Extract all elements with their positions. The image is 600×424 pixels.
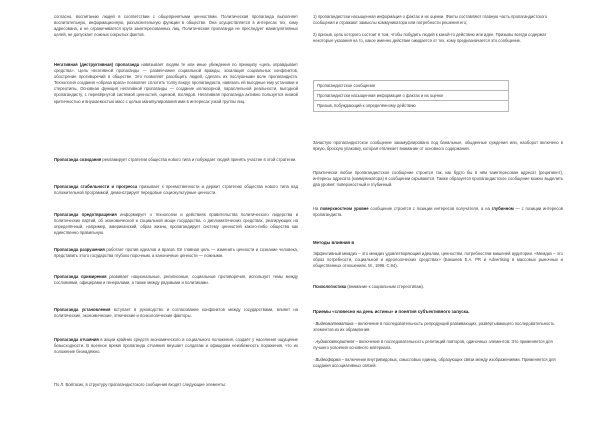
stability-propaganda-paragraph [54, 184, 298, 204]
table-row [314, 91, 509, 101]
reconciliation-propaganda-term: Пропаганда примирения [54, 274, 107, 279]
settlement-propaganda-text: вступает в руководство и согласование конфликтов между государствами, влияет на политические, экономические, этнические и психологические факторы. [54, 307, 298, 319]
camouflage-paragraph: Зачастую пропагандистское сообщение закамуфлировано под банальные, обыденные суждения или, наоборот включено в яркую, броскую упаковку, которая отвлекает внимание от основного содержания. [313, 140, 563, 152]
subliminal-heading: Приемы «словесно на день истины» и понятия субъективного запуска. [313, 309, 470, 314]
methods-heading: Методы влияния в [313, 240, 355, 245]
prevention-propaganda-paragraph [54, 212, 298, 238]
technique-entry [313, 357, 563, 370]
effective-meme-paragraph: Эффективный мемдиз – это мемдиз удовлетворяющий идеалам, ценностям, потребностям мишеней аудитории. «Мемдиз – это образ потребности, социальной и идеологических средствах» (Бакшеев Е.А. PR и Advertising в массовых рыночных и общественных отношениях. М., 1996. С.94). [313, 251, 563, 269]
prevention-propaganda-term: Пропаганда предотвращения [54, 212, 117, 217]
negative-propaganda-paragraph [54, 62, 298, 141]
table-cell: Пропагандистски насыщенная информация о фактах и их оценке [314, 91, 509, 101]
levels-tail: — с позиции интересов пропагандиста. [313, 206, 563, 218]
table-row [314, 81, 509, 91]
negative-propaganda-term: Негативная (деструктивная) пропаганда [54, 62, 140, 67]
creation-propaganda-term: Пропаганда созидания [54, 157, 102, 162]
despair-propaganda-paragraph [54, 337, 298, 363]
prevention-propaganda-text: информирует о технологии и действиях правительства политического лидерства и политических партий, об экономической и социальной мощи государства, о дипломатических средствах, реагирующих на определённый, например, американский, образ жизни, пропагандирует систему ценностей какого-либо общества как единственно правильную. [54, 212, 298, 236]
psychologistics-text: (внимание к социальным стереотипам). [346, 284, 424, 289]
table-row [314, 101, 509, 111]
technique-term: - Видеоформа [313, 357, 341, 362]
psychologistics-term: Психологистика [313, 284, 347, 289]
closing-paragraph: По Л. Войтасик, в структуру пропагандистского сообщения входят следующие элементы: [54, 382, 227, 387]
creation-propaganda-text: рекламирует стратегии общества нового типа и побуждает людей принять участие в этой стратегии. [101, 157, 297, 162]
technique-entry [313, 339, 563, 352]
list-item-facts: 1) пропагандистски насыщенная информация о фактах и их оценки. Факты составляют главную часть пропагандистского сообщения и отражают замыслы коммуникатора или потребности решения его; [313, 14, 548, 26]
reconciliation-propaganda-paragraph [54, 274, 298, 293]
levels-paragraph [313, 206, 563, 219]
reconciliation-propaganda-text: развивает национальные, религиозные, социальные противоречия, использует темы между сословиями, офицерами и генералами, а также между рядовыми и политиками. [54, 274, 298, 286]
settlement-propaganda-paragraph [54, 307, 298, 326]
stability-propaganda-text: призывает к преемственности и держит стратегию общества нового типа над положительной программой, демонстрирует передовые социокультурные ценности. [54, 184, 298, 196]
list-item-appeal: 2) призыв, цель которого состоит в том, чтобы побудить людей к какой-то действию или идее. Призывы всегда содержат некоторые указания на то, какое именно действие ожидается от тех, кому предназначается это сообщение. [313, 32, 547, 44]
practice-paragraph: Практически любое пропагандистское сообщение строится так, как будто бы в нём заинтересован адресат (реципиент), интересы адресата (коммуникатора) в сообщении скрываются. Также образуется пропагандистское сообщение можно выделить два уровня: поверхностный и глубинный. [313, 170, 563, 188]
technique-text: – включение внутривидовых, смысловых единиц, образующих связи между изображениями. Применяется для создания ассоциативных связей. [313, 357, 556, 369]
technique-term: - Аудиоповторителя [313, 339, 355, 344]
levels-lead: На [313, 206, 321, 211]
despair-propaganda-term: Пропаганда отчаяния [54, 337, 99, 342]
settlement-propaganda-term: Пропаганда установления [54, 307, 111, 312]
levels-mid: сообщение строится с позиции интересов получателя, а на [368, 206, 492, 211]
negative-propaganda-text: навязывает людям те или иные убеждения по принципу «цель оправдывает средства». Цель негативной пропаганды — развенчание социальной вражды, эскалация социальных конфликтов, обострение противоречий в обществе. Это позволяет разобщить людей, сделать их послушными воле пропагандиста. Технология создания «образа врага» позволяет сплотить толпу вокруг пропагандиста, навязать ей выгодные ему установки и стереотипы. Основная функция негативной пропаганды — создание иллюзорной, параллельной реальности, выгодной пропагандисту, с перевёрнутой системой ценностей, оценкой, взглядов. Негативная пропаганда активно пользуется низкой критичностью и внушаемостью масс с целью манипулирования ими в интересах узкой группы лиц. [54, 62, 298, 104]
technique-term: - Видеоматематика [313, 321, 354, 326]
technique-entry [313, 321, 563, 334]
destruction-propaganda-paragraph [54, 247, 298, 266]
destruction-propaganda-term: Пропаганда разрушения [54, 247, 105, 252]
technique-text: – включение в последовательность репетиций повторов, одиночных элементов. Это применяется для лучшего усвоения основного материала. [313, 339, 553, 351]
despair-propaganda-text: в акции крайних средств экономического и социального положения, создаёт у населения ощущение безысходности. В военное время пропаганда отчаяния внушает солдатам и офицерам неизбежность поражения, что их положение безнадёжно. [54, 337, 298, 355]
creation-propaganda-paragraph [54, 157, 298, 170]
technique-text: – включение в последовательность репродукций развивающих, развёртывающего последовательность элементов из их обрамления. [313, 321, 555, 333]
surface-level-term: поверхностном уровне [320, 206, 369, 211]
message-structure-table [313, 80, 509, 112]
table-cell: Пропагандистское сообщение [314, 81, 509, 91]
intro-paragraph: согласно, воспитанию людей в соответствии с общепринятыми ценностями. Политическая пропаганда выполняет воспитательную, информационную, разъяснительную функции в обществе. Она осуществляется в интересах тех, кому адресована, и не ограничивается круга заинтересованных лиц. Политическая пропаганда не преследует манипулятивных целей, не допускает ложных сокрытых фактов. [54, 14, 298, 38]
psychologistics-paragraph [313, 284, 563, 291]
stability-propaganda-term: Пропаганда стабильности и прогресса [54, 184, 138, 189]
deep-level-term: глубинном [491, 206, 514, 211]
table-cell: Призыв, побуждающий к определённому действию [314, 101, 509, 111]
destruction-propaganda-text: работает против идеалов и врагов. Её главная цель — изменить ценности и сознание человека, представить этого государства глубоко порочным, а каноничные ценности — ложными. [54, 247, 298, 259]
